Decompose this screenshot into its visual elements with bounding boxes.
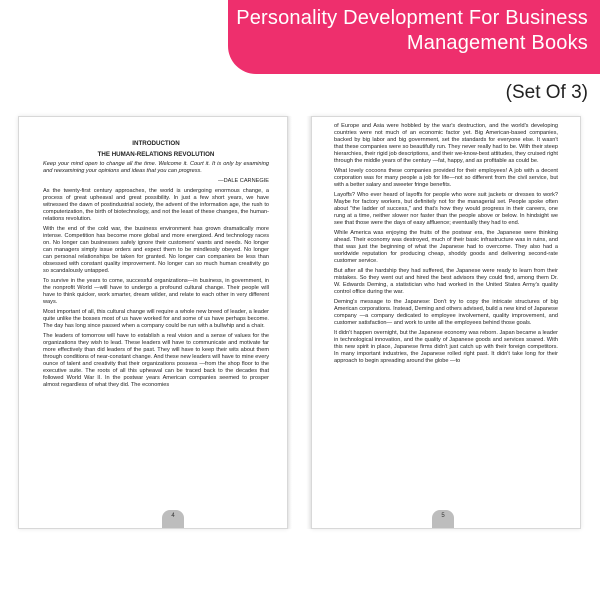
epigraph-attribution: —DALE CARNEGIE — [218, 178, 269, 184]
paragraph: Layoffs? Who ever heard of layoffs for people who wore suit jackets or dresses to work? Maybe for factory workers, but definitely not for the managerial set. People spoke often about "the ladder of success," and that's how they would progress in their careers, one rung at a time, neither slower nor faster than the people above or below. In hindsight we see that those were the days of easy affluence; eventually they had to end. — [334, 192, 558, 226]
paragraph: It didn't happen overnight, but the Japanese economy was reborn. Japan became a leader in technological innovation, and the quality of Japanese goods and services soared. With this new spirit in place, Japanese firms didn't just catch up with their foreign competitors. In many important industries, the Japanese rolled right past. It didn't take long for their approach to begin spreading around the globe —to — [334, 330, 558, 364]
page-number-tab: 4 — [162, 510, 184, 528]
banner-title-line-2: Management Books — [406, 32, 588, 54]
paragraph: What lovely cocoons these companies provided for their employees! A job with a decent corporation was for many people a job for life—not so different from the civil service, but with a better salary and sweeter fringe benefits. — [334, 168, 558, 188]
paragraph: While America was enjoying the fruits of the postwar era, the Japanese were thinking ahead. Their economy was destroyed, much of their basic infrastructure was in ruins, and that was just the beginning of what the Japanese had to overcome. They also had a worldwide reputation for producing cheap, shoddy goods and delivering second-rate customer service. — [334, 230, 558, 264]
paragraph: As the twenty-first century approaches, the world is undergoing enormous change, a process of great upheaval and great possibility. In just a few short years, we have witnessed the dawn of postindustrial society, the advent of the information age, the rush to computerization, the birth of biotechnology, and not the least of these changes, the human-relations revolution. — [43, 188, 269, 222]
set-subtitle: (Set Of 3) — [505, 82, 588, 103]
right-page — [311, 116, 581, 529]
paragraph: With the end of the cold war, the business environment has grown dramatically more intense. Competition has become more global and more energized. And technology races on. No longer can businesses safely ignore their customers' wants and needs. No longer can managers simply issue orders and expect them to be mindlessly obeyed. No longer can personal relationships be taken for granted. No longer can companies be less than obsessed with constant quality improvement. No longer can so much human creativity go so scandalously untapped. — [43, 226, 269, 274]
chapter-heading: INTRODUCTION — [132, 140, 180, 147]
page-fold-shadow-left — [288, 116, 292, 529]
epigraph-quote: Keep your mind open to change all the time. Welcome it. Court it. It is only by examining and reexamining your opinions and ideas that you can progress. — [43, 161, 269, 174]
title-banner — [228, 0, 600, 74]
paragraph: The leaders of tomorrow will have to establish a real vision and a sense of values for the organizations they wish to lead. These leaders will have to communicate and motivate far more effectively than did leaders of the past. They will have to keep their wits about them through conditions of near-constant change. And these new leaders will have to mine every ounce of talent and creativity that their organizations possess —from the shop floor to the executive suite. The roots of all this upheaval can be traced back to the decades that followed World War II. In the postwar years American companies seemed to prosper almost regardless of what they did. The economies — [43, 333, 269, 388]
banner-title-line-1: Personality Development For Business — [236, 7, 588, 29]
paragraph: Most important of all, this cultural change will require a whole new breed of leader, a leader quite unlike the bosses most of us have worked for and some of us have perhaps become. The day has long since passed when a company could be run with a bullwhip and a chair. — [43, 309, 269, 329]
paragraph: of Europe and Asia were hobbled by the war's destruction, and the world's developing countries were not much of an economic factor yet. Big American-based companies, backed by big labor and big government, set the standards for everyone else. It wasn't that these companies were so beautifully run. They never really had to be. With their steep hierarchies, their rigid job descriptions, and their we-know-best attitudes, they cruised right through the middle years of the century —fat, happy, and as profitable as could be. — [334, 123, 558, 164]
paragraph: Deming's message to the Japanese: Don't try to copy the intricate structures of big American corporations. Instead, Deming and others advised, build a new kind of Japanese company —a company dedicated to employee involvement, quality improvement, and customer satisfaction— and work to unite all the employees behind those goals. — [334, 299, 558, 326]
left-page — [18, 116, 288, 529]
paragraph: But after all the hardship they had suffered, the Japanese were ready to learn from their mistakes. So they went out and hired the best advisors they could find, among them Dr. W. Edwards Deming, a statistician who had worked in the United States Army's quality control office during the war. — [334, 268, 558, 295]
page-number-tab: 5 — [432, 510, 454, 528]
paragraph: To survive in the years to come, successful organizations—in business, in government, in the nonprofit World —will have to undergo a profound cultural change. Their people will have to think quicker, work smarter, dream wilder, and relate to each other in very different ways. — [43, 278, 269, 305]
chapter-subheading: THE HUMAN-RELATIONS REVOLUTION — [97, 151, 215, 158]
